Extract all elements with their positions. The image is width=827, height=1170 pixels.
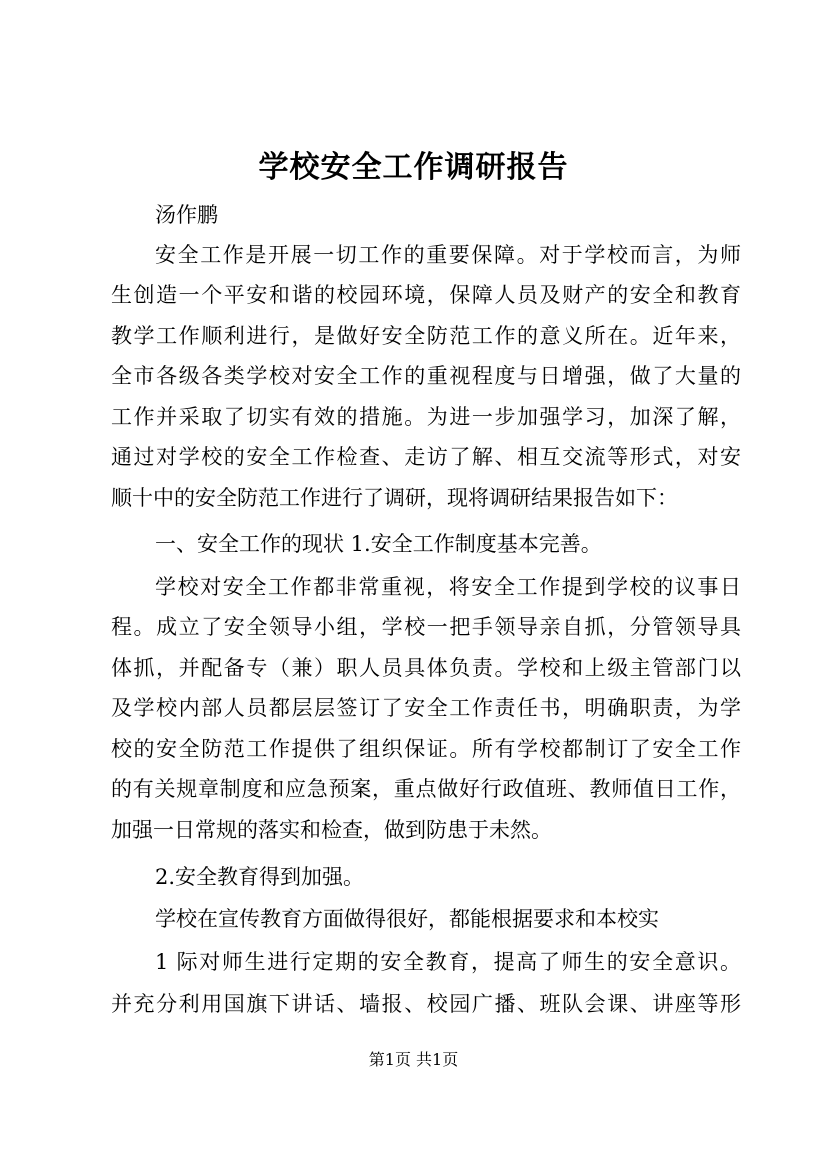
paragraph-line: 程。成立了安全领导小组，学校一把手领导亲自抓，分管领导具 bbox=[111, 615, 741, 639]
paragraph-line: 学校对安全工作都非常重视，将安全工作提到学校的议事日 bbox=[155, 575, 741, 599]
paragraph-line: 顺十中的安全防范工作进行了调研，现将调研结果报告如下： bbox=[111, 486, 678, 510]
paragraph-line: 及学校内部人员都层层签订了安全工作责任书，明确职责，为学 bbox=[111, 696, 741, 720]
paragraph-line: 全市各级各类学校对安全工作的重视程度与日增强，做了大量的 bbox=[111, 364, 741, 388]
paragraph-line: 校的安全防范工作提供了组织保证。所有学校都制订了安全工作 bbox=[111, 737, 741, 761]
paragraph-line: 通过对学校的安全工作检查、走访了解、相互交流等形式，对安 bbox=[111, 445, 741, 469]
paragraph-line: 生创造一个平安和谐的校园环境，保障人员及财产的安全和教育 bbox=[111, 283, 741, 307]
paragraph-line: 教学工作顺利进行，是做好安全防范工作的意义所在。近年来， bbox=[111, 324, 741, 348]
paragraph-line: 1 际对师生进行定期的安全教育，提高了师生的安全意识。 bbox=[155, 950, 741, 974]
paragraph-line: 安全工作是开展一切工作的重要保障。对于学校而言，为师 bbox=[155, 243, 741, 267]
page-footer: 第1页 共1页 bbox=[368, 1050, 459, 1069]
section-heading: 一、安全工作的现状 1.安全工作制度基本完善。 bbox=[155, 532, 602, 556]
paragraph-line: 加强一日常规的落实和检查，做到防患于未然。 bbox=[111, 818, 552, 842]
paragraph-line: 体抓，并配备专（兼）职人员具体负责。学校和上级主管部门以 bbox=[111, 656, 741, 680]
paragraph-line: 的有关规章制度和应急预案，重点做好行政值班、教师值日工作， bbox=[111, 777, 741, 801]
section-heading: 2.安全教育得到加强。 bbox=[155, 865, 365, 889]
author-line: 汤作鹏 bbox=[155, 203, 218, 227]
paragraph-line: 学校在宣传教育方面做得很好，都能根据要求和本校实 bbox=[155, 907, 659, 931]
paragraph-line: 并充分利用国旗下讲话、墙报、校园广播、班队会课、讲座等形 bbox=[111, 992, 741, 1016]
paragraph-line: 工作并采取了切实有效的措施。为进一步加强学习，加深了解， bbox=[111, 405, 741, 429]
document-title: 学校安全工作调研报告 bbox=[258, 150, 569, 185]
